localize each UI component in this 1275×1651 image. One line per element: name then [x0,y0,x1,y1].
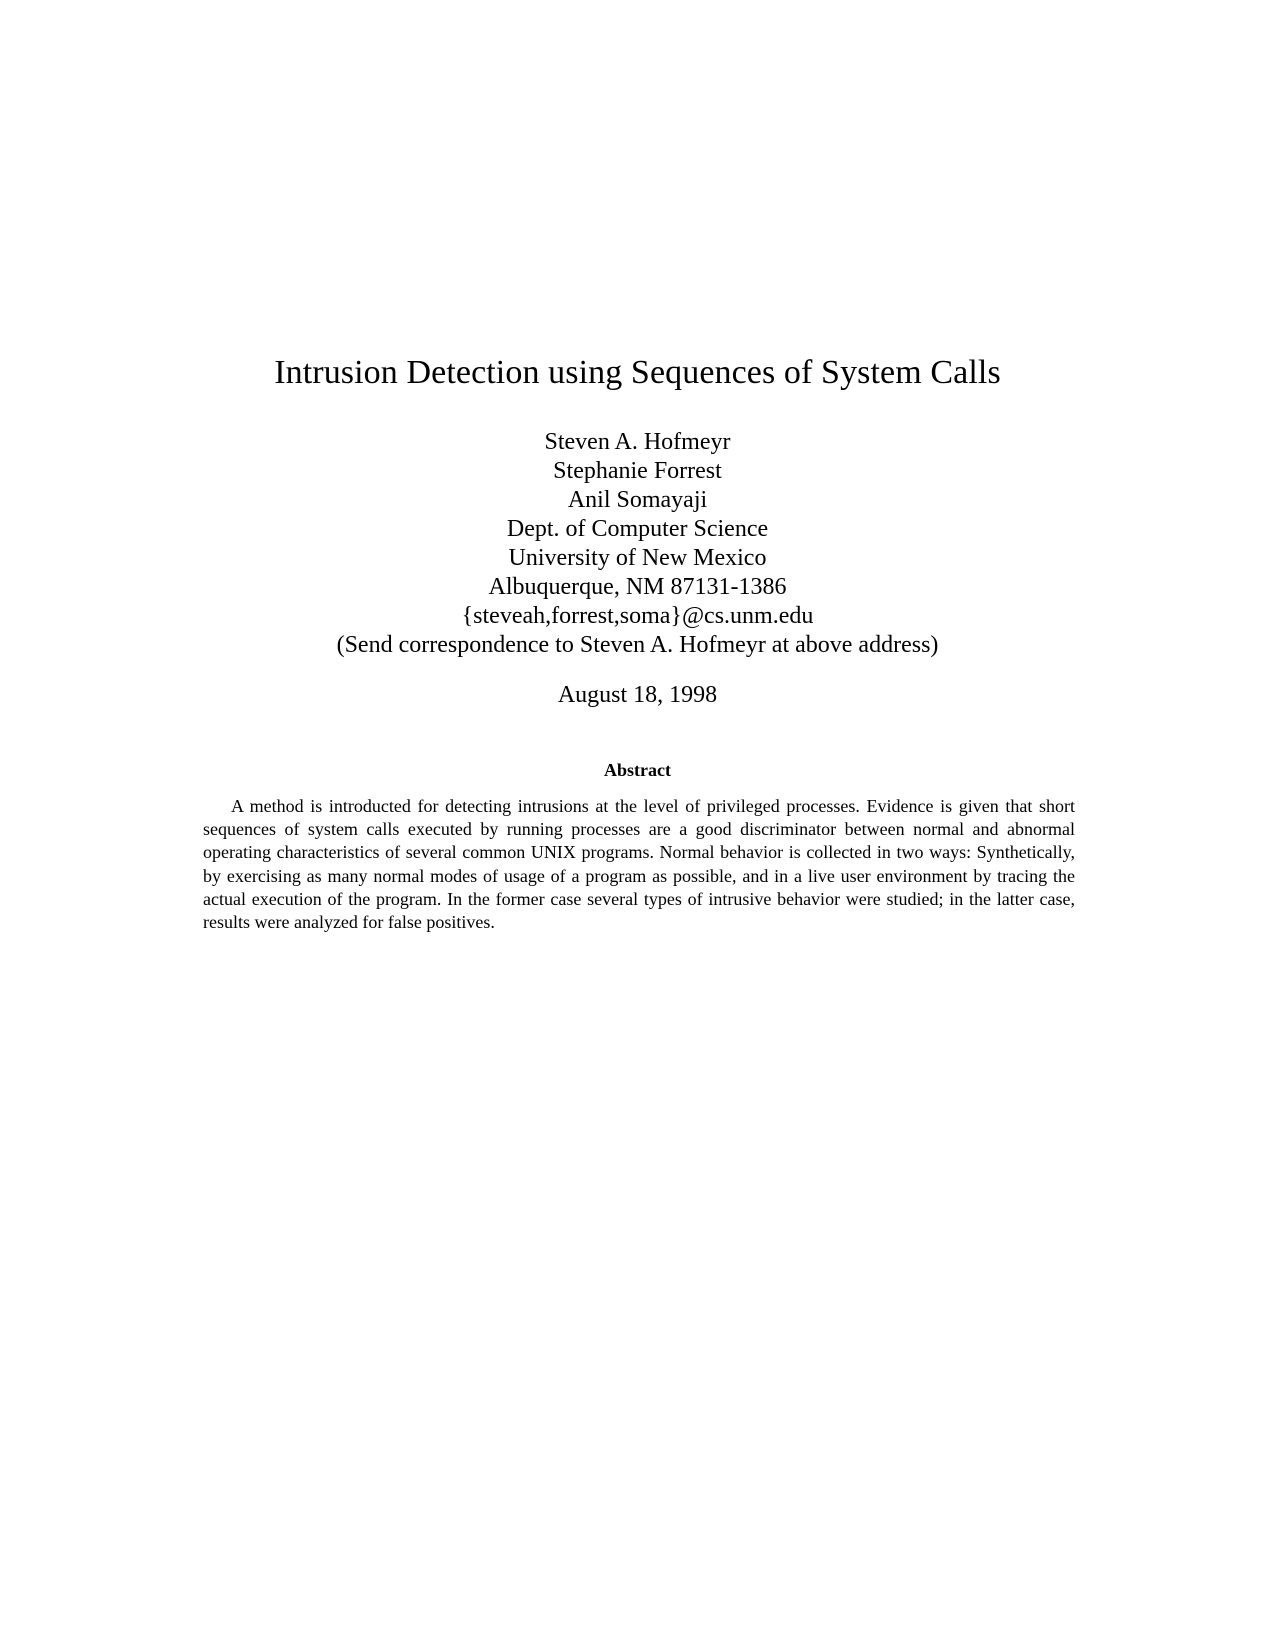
author-name: Stephanie Forrest [553,458,722,484]
author-name: Steven A. Hofmeyr [544,429,731,455]
affiliation-address: Albuquerque, NM 87131-1386 [488,574,787,600]
abstract-text: A method is introducted for detecting intrusions at the level of privileged processes. Evidence is given that short sequences of system calls executed by running processes are a good discriminator between normal and abnormal operating characteristics of several common UNIX programs. Normal behavior is collected in two ways: Synthetically, by exercising as many normal modes of usage of a program as possible, and in a live user environment by tracing the actual execution of the program. In the former case several types of intrusive behavior were studied; in the latter case, results were analyzed for false positives. [203,796,1075,933]
correspondence-note: (Send correspondence to Steven A. Hofmeyr at above address) [336,632,939,658]
author-block [0,428,1275,660]
author-emails: {steveah,forrest,soma}@cs.unm.edu [461,603,814,629]
paper-title: Intrusion Detection using Sequences of System Calls [274,354,1001,391]
abstract-heading: Abstract [604,760,671,780]
paper-date: August 18, 1998 [557,682,718,708]
affiliation-department: Dept. of Computer Science [506,516,769,542]
affiliation-university: University of New Mexico [508,545,767,571]
author-name: Anil Somayaji [567,487,708,513]
